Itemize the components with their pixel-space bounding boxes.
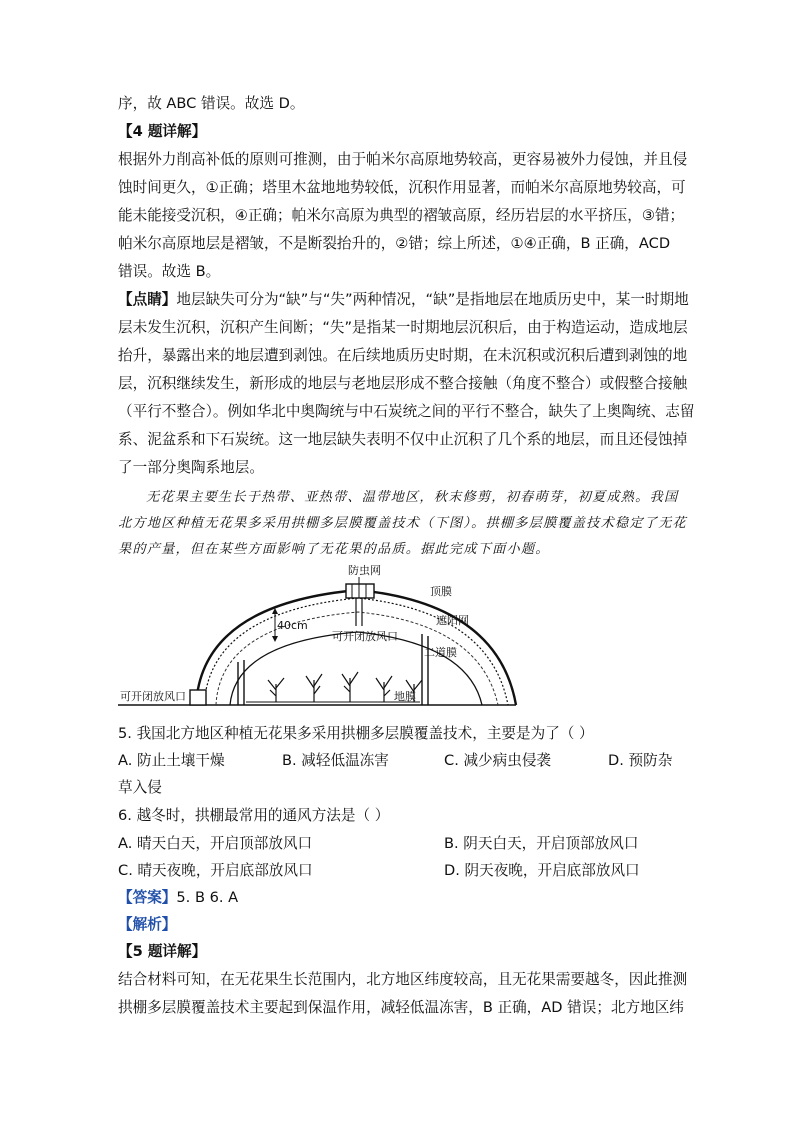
- bottom-vent: [190, 690, 206, 705]
- text-line-7: 错误。故选 B。: [118, 263, 221, 280]
- text-line-11: 层，沉积继续发生，新形成的地层与老地层形成不整合接触（角度不整合）或假整合接触: [118, 375, 688, 392]
- answer-text: 5. B 6. A: [176, 889, 239, 906]
- text-line-9: 层未发生沉积，沉积产生间断；“失”是指某一时期地层沉积后，由于构造运动，造成地层: [118, 319, 688, 336]
- answer-line: [118, 888, 238, 908]
- dianjing-tag: 【点睛】: [118, 291, 177, 308]
- label-insect-net: 防虫网: [348, 564, 381, 577]
- question-5: 5. 我国北方地区种植无花果多采用拱棚多层膜覆盖技术，主要是为了（ ）: [118, 725, 594, 742]
- text-line-8: [118, 290, 689, 310]
- insect-net-vent: [346, 584, 374, 598]
- label-top-film: 顶膜: [430, 585, 452, 598]
- q6-option-a: A. 晴天白天，开启顶部放风口: [118, 835, 313, 852]
- section-heading-q5: 【5 题详解】: [118, 943, 207, 960]
- label-40cm: 40cm: [277, 619, 308, 632]
- answer-tag: 【答案】: [118, 889, 177, 906]
- q5-option-d: D. 预防杂: [608, 752, 673, 769]
- q6-option-d: D. 阴天夜晚，开启底部放风口: [444, 862, 640, 879]
- q5-option-c: C. 减少病虫侵袭: [444, 752, 552, 769]
- label-shade-net: 遮阳网: [436, 614, 469, 627]
- text-line-1: 序，故 ABC 错误。故选 D。: [118, 95, 305, 112]
- text-line-12: （平行不整合）。例如华北中奥陶统与中石炭统之间的平行不整合，缺失了上奥陶统、志留: [118, 403, 695, 420]
- text-line-5: 能未能接受沉积，④正确；帕米尔高原为典型的褶皱高原，经历岩层的水平挤压，③错；: [118, 207, 685, 224]
- section-heading-q4: 【4 题详解】: [118, 123, 207, 140]
- material-line-2: 北方地区种植无花果多采用拱棚多层膜覆盖技术（下图）。拱棚多层膜覆盖技术稳定了无花: [118, 516, 687, 531]
- material-line-3: 果的产量，但在某些方面影响了无花果的品质。据此完成下面小题。: [118, 542, 550, 557]
- text-line-14: 了一部分奥陶系地层。: [118, 459, 264, 476]
- text-line-4: 蚀时间更久，①正确；塔里木盆地地势较低，沉积作用显著，而帕米尔高原地势较高，可: [118, 179, 686, 196]
- explanation-line-2: 拱棚多层膜覆盖技术主要起到保温作用，减轻低温冻害，B 正确，AD 错误；北方地区纬: [118, 999, 684, 1016]
- label-vent-bottom: 可开闭放风口: [120, 690, 186, 703]
- q6-option-c: C. 晴天夜晚，开启底部放风口: [118, 862, 313, 879]
- explanation-line-1: 结合材料可知，在无花果生长范围内，北方地区纬度较高，且无花果需要越冬，因此推测: [118, 971, 688, 988]
- q6-option-b: B. 阴天白天，开启顶部放风口: [444, 835, 639, 852]
- label-ground-film: 地膜: [394, 690, 416, 703]
- text-line-13: 系、泥盆系和下石炭统。这一地层缺失表明不仅中止沉积了几个系的地层，而且还侵蚀掉: [118, 431, 688, 448]
- material-line-1: 无花果主要生长于热带、亚热带、温带地区，秋末修剪，初春萌芽，初夏成熟。我国: [146, 490, 679, 505]
- text-line-10: 抬升，暴露出来的地层遭到剥蚀。在后续地质历史时期，在未沉积或沉积后遭到剥蚀的地: [118, 347, 688, 364]
- label-vent-inner: 可开闭放风口: [332, 630, 398, 643]
- text-line-6: 帕米尔高原地层是褶皱，不是断裂抬升的，②错；综上所述，①④正确，B 正确，ACD: [118, 235, 671, 252]
- greenhouse-diagram: [118, 562, 518, 712]
- analysis-tag: 【解析】: [118, 916, 177, 933]
- q5-option-a: A. 防止土壤干燥: [118, 752, 225, 769]
- q5-option-b: B. 减轻低温冻害: [282, 752, 389, 769]
- question-6: 6. 越冬时，拱棚最常用的通风方法是（ ）: [118, 807, 390, 824]
- dianjing-text: 地层缺失可分为“缺”与“失”两种情况，“缺”是指地层在地质历史中，某一时期地: [176, 291, 689, 308]
- text-line-3: 根据外力削高补低的原则可推测，由于帕米尔高原地势较高，更容易被外力侵蚀，并且侵: [118, 151, 688, 168]
- label-second-film: 二道膜: [424, 646, 457, 659]
- q5-option-d-cont: 草入侵: [118, 779, 162, 796]
